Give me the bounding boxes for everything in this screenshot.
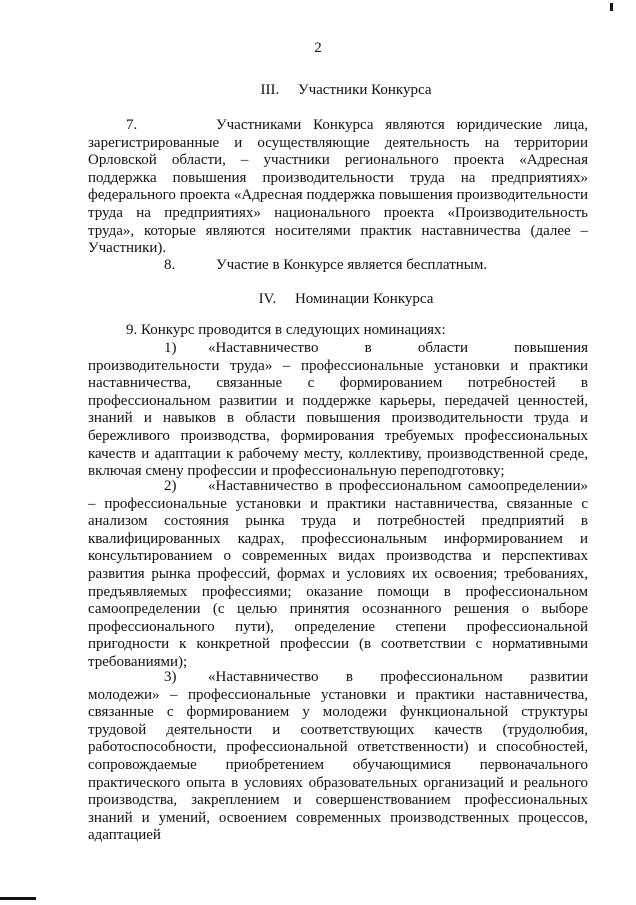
nomination-item-1: [88, 340, 588, 481]
nomination-item-1-number: 1): [164, 340, 177, 356]
paragraph-7-number: 7.: [126, 117, 138, 133]
nomination-item-2: [88, 478, 588, 672]
nomination-item-3-text: «Наставничество в профессиональном развитии молодежи» – профессиональные установки и практики наставничества, связанные с формированием у молодежи функциональной структуры трудовой деятельности и соответствующих качеств (трудолюбия, работоспособности, профессиональной ответственности) и способностей, сопровождаемые приобретением обучающимися первоначального практического опыта в условиях образовательных организаций и реального производства, закреплением и совершенствованием профессиональных знаний и умений, освоением современных производственных процессов, адаптацией: [88, 669, 588, 844]
section-3-title: Участники Конкурса: [297, 82, 432, 98]
nomination-item-3: [88, 669, 588, 845]
paragraph-8: [88, 257, 588, 275]
paragraph-7-text: Участниками Конкурса являются юридические лица, зарегистрированные и осуществляющие деятельность на территории Орловской области, – участники регионального проекта «Адресная поддержка повышения производительности труда на предприятиях» федерального проекта «Адресная поддержка повышения производительности труда на предприятиях» национального проекта «Производительность труда», которые являются носителями практик наставничества (далее – Участники).: [88, 117, 588, 257]
section-3-number: III.: [260, 82, 280, 98]
nomination-item-2-text: «Наставничество в профессиональном самоопределении» – профессиональные установки и практики наставничества, связанные с анализом состояния рынка труда и потребностей предприятий в квалифицированных кадрах, профессиональным информированием и консультированием о современных видах производства и перспективах развития рынка профессий, формах и условиях их освоения; требованиях, предъявляемых профессиями; оказание помощи в профессиональном самоопределении (с целью принятия осознанного решения о выборе профессионального пути), определение степени профессиональной пригодности к конкретной профессии (в соответствии с нормативными требованиями);: [88, 478, 588, 670]
section-4-number: IV.: [258, 291, 277, 307]
scan-edge-mark: [0, 897, 36, 900]
scan-speck: [610, 3, 613, 11]
paragraph-8-number: 8.: [164, 257, 176, 273]
nomination-item-1-text: «Наставничество в области повышения производительности труда» – профессиональные установки и практики наставничества, связанные с формированием потребностей в профессиональном развитии и поддержке карьеры, передачей ценностей, знаний и навыков в области повышения производительности труда и бережливого производства, формирования требуемых профессиональных качеств и адаптации к рабочему месту, коллективу, производственной среде, включая смену профессии и профессиональную переподготовку;: [88, 340, 588, 480]
paragraph-8-text: Участие в Конкурсе является бесплатным.: [216, 257, 488, 273]
paragraph-9-text: 9. Конкурс проводится в следующих номинациях:: [126, 322, 446, 338]
nomination-item-2-number: 2): [164, 478, 177, 494]
section-4-title: Номинации Конкурса: [294, 291, 434, 307]
section-4-heading: [0, 291, 636, 308]
page-number: 2: [314, 40, 322, 56]
paragraph-7: [88, 117, 588, 258]
nomination-item-3-number: 3): [164, 669, 177, 685]
paragraph-9: [88, 322, 588, 340]
section-3-heading: [0, 82, 636, 99]
